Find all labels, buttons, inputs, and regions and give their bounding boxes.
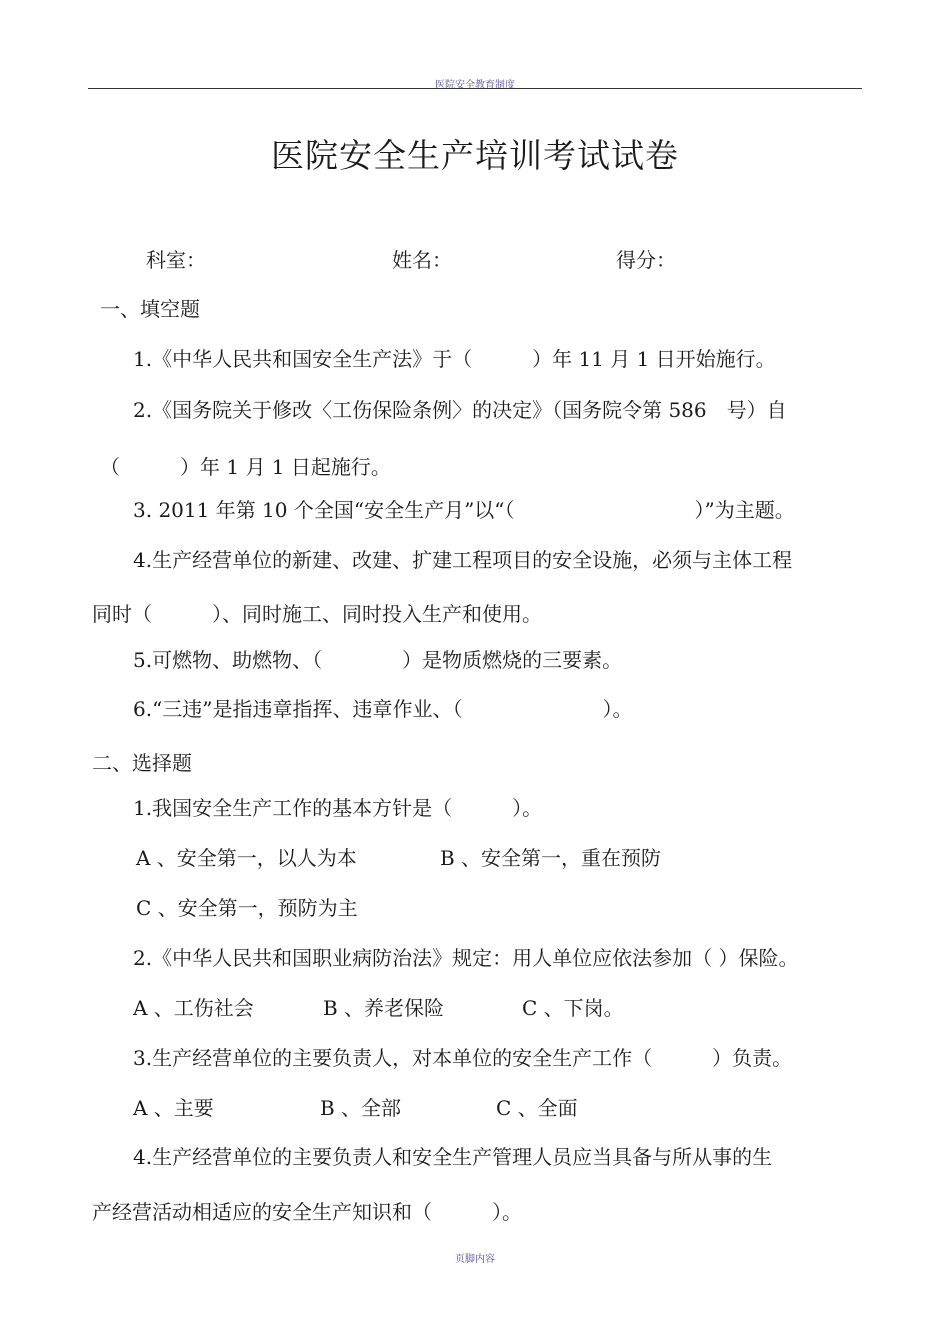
section-fill-heading: 一、填空题 — [100, 297, 200, 321]
choice-2-option-b: B 、养老保险 — [323, 996, 445, 1020]
choice-question-2: 2.《中华人民共和国职业病防治法》规定：用人单位应依法参加（ ）保险。 — [133, 946, 799, 970]
fill-question-4-line2: 同时（ ）、同时施工、同时投入生产和使用。 — [92, 602, 542, 626]
choice-2-option-a: A 、工伤社会 — [133, 996, 254, 1020]
exam-title: 医院安全生产培训考试试卷 — [271, 136, 679, 175]
page-header: 医院安全教育制度 — [435, 80, 515, 91]
header-divider — [88, 88, 862, 89]
fill-question-1: 1.《中华人民共和国安全生产法》于（ ）年 11 月 1 日开始施行。 — [133, 347, 776, 371]
name-label: 姓名： — [392, 248, 452, 272]
choice-question-3: 3.生产经营单位的主要负责人，对本单位的安全生产工作（ ）负责。 — [133, 1046, 793, 1070]
choice-3-option-c: C 、全面 — [496, 1096, 578, 1120]
choice-question-4-line2: 产经营活动相适应的安全生产知识和（ ）。 — [92, 1200, 522, 1224]
fill-question-4-line1: 4.生产经营单位的新建、改建、扩建工程项目的安全设施，必须与主体工程 — [133, 548, 793, 572]
choice-question-1: 1.我国安全生产工作的基本方针是（ ）。 — [133, 796, 543, 820]
choice-question-4-line1: 4.生产经营单位的主要负责人和安全生产管理人员应当具备与所从事的生 — [133, 1145, 773, 1169]
fill-question-2-line2: （ ）年 1 月 1 日起施行。 — [100, 455, 391, 479]
choice-1-option-c: C 、安全第一，预防为主 — [136, 896, 358, 920]
fill-question-5: 5.可燃物、助燃物、（ ）是物质燃烧的三要素。 — [133, 648, 623, 672]
score-label: 得分： — [616, 248, 676, 272]
choice-3-option-b: B 、全部 — [320, 1096, 402, 1120]
fill-question-2-line1: 2.《国务院关于修改〈工伤保险条例〉的决定》（国务院令第 586 号）自 — [133, 398, 787, 422]
department-label: 科室： — [146, 248, 206, 272]
section-choice-heading: 二、选择题 — [92, 751, 192, 775]
choice-1-option-a: A 、安全第一，以人为本 — [136, 846, 357, 870]
choice-1-option-b: B 、安全第一，重在预防 — [440, 846, 662, 870]
fill-question-6: 6.“三违”是指违章指挥、违章作业、（ ）。 — [133, 697, 633, 721]
page-footer: 页脚内容 — [455, 1254, 495, 1265]
fill-question-3: 3. 2011 年第 10 个全国“安全生产月”以“（ ）”为主题。 — [133, 498, 795, 522]
choice-3-option-a: A 、主要 — [133, 1096, 214, 1120]
choice-2-option-c: C 、下岗。 — [522, 996, 624, 1020]
